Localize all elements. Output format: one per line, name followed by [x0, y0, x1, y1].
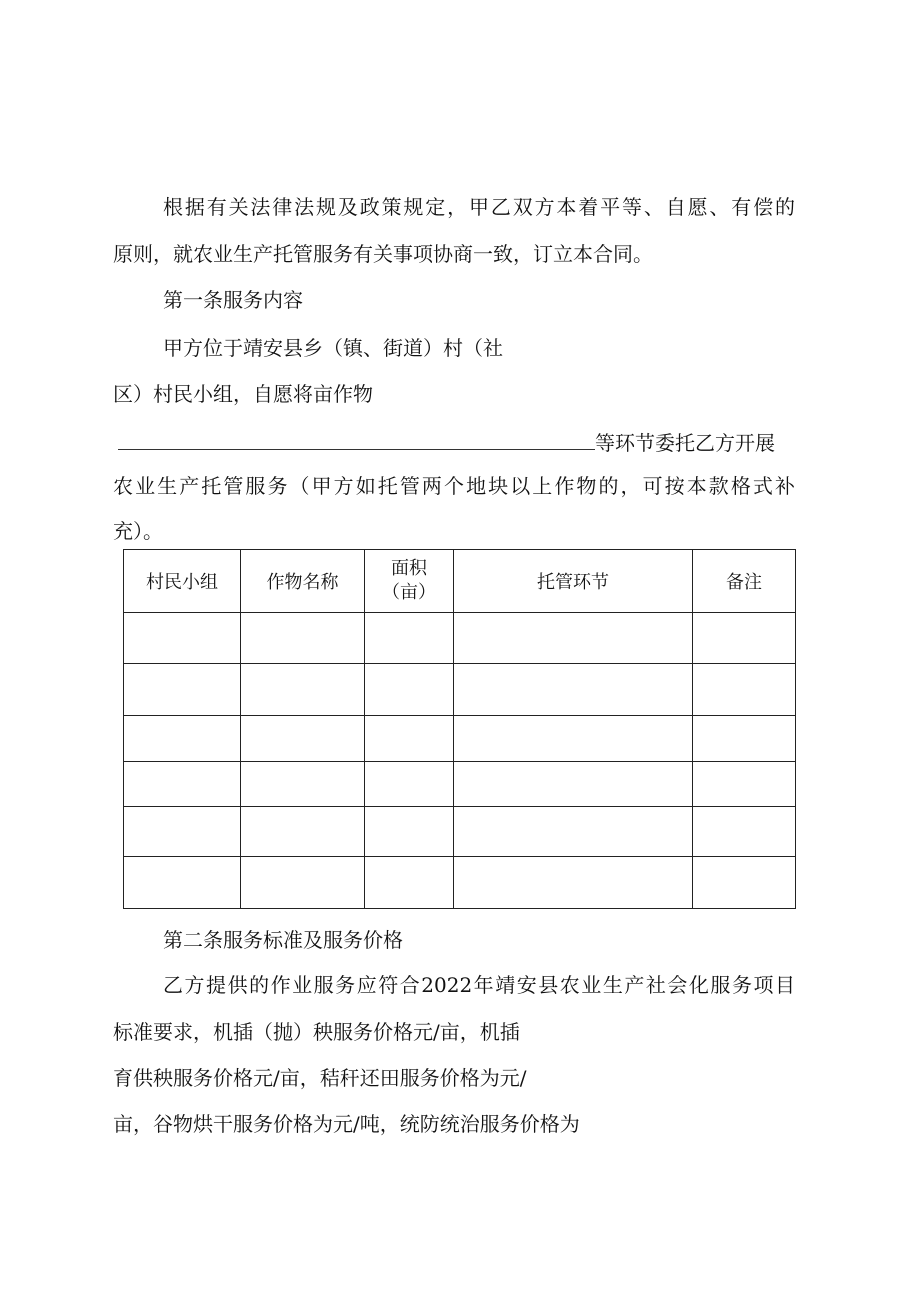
table-cell: [693, 807, 796, 857]
table-cell: [241, 807, 365, 857]
table-cell: [124, 857, 241, 909]
table-cell: [241, 664, 365, 716]
article-1-line-4: 农业生产托管服务（甲方如托管两个地块以上作物的，可按本款格式补: [113, 474, 795, 498]
table-cell: [693, 857, 796, 909]
table-cell: [454, 664, 693, 716]
fill-in-blank: [118, 427, 595, 450]
header-crop-name: 作物名称: [241, 550, 365, 613]
table-cell: [454, 807, 693, 857]
table-cell: [241, 762, 365, 807]
table-cell: [693, 716, 796, 762]
table-cell: [454, 716, 693, 762]
table-cell: [365, 807, 454, 857]
table-cell: [693, 664, 796, 716]
table-row: [124, 716, 796, 762]
table-row: [124, 613, 796, 664]
table-cell: [365, 857, 454, 909]
article-1-line-2: 区）村民小组，自愿将亩作物: [113, 382, 373, 406]
article-1-line-3-suffix: 等环节委托乙方开展: [595, 431, 775, 455]
article-1-line-5: 充）。: [113, 519, 163, 543]
table-cell: [693, 762, 796, 807]
table-cell: [365, 613, 454, 664]
table-cell: [365, 716, 454, 762]
article-2-heading: 第二条服务标准及服务价格: [163, 928, 403, 952]
table-cell: [454, 857, 693, 909]
table-cell: [124, 664, 241, 716]
header-area-unit: （亩）: [382, 582, 436, 603]
table-cell: [124, 762, 241, 807]
article-1-line-3: [118, 427, 775, 457]
table-row: [124, 664, 796, 716]
table-row: [124, 807, 796, 857]
article-1-heading: 第一条服务内容: [163, 288, 303, 312]
paragraph-1-line-1: 根据有关法律法规及政策规定，甲乙双方本着平等、自愿、有偿的: [163, 195, 795, 219]
article-2-line-1: 乙方提供的作业服务应符合2022年靖安县农业生产社会化服务项目: [163, 973, 795, 997]
table-cell: [124, 613, 241, 664]
article-1-line-1: 甲方位于靖安县乡（镇、街道）村（社: [163, 336, 503, 360]
paragraph-1-line-2: 原则，就农业生产托管服务有关事项协商一致，订立本合同。: [113, 242, 653, 266]
table-cell: [124, 807, 241, 857]
header-managed-stages: 托管环节: [454, 550, 693, 613]
table-row: [124, 762, 796, 807]
table-cell: [241, 716, 365, 762]
table-cell: [693, 613, 796, 664]
header-area: [365, 550, 454, 613]
table-cell: [241, 613, 365, 664]
table-row: [124, 857, 796, 909]
table-header-row: [124, 550, 796, 613]
article-2-line-2: 标准要求，机插（抛）秧服务价格元/亩，机插: [113, 1020, 520, 1044]
table-cell: [365, 762, 454, 807]
header-remarks: 备注: [693, 550, 796, 613]
table-cell: [454, 613, 693, 664]
article-2-line-4: 亩，谷物烘干服务价格为元/吨，统防统治服务价格为: [113, 1112, 580, 1136]
header-village-group: 村民小组: [124, 550, 241, 613]
table-cell: [124, 716, 241, 762]
entrustment-table: [123, 549, 796, 909]
table-cell: [241, 857, 365, 909]
article-2-line-3: 育供秧服务价格元/亩，秸秆还田服务价格为元/: [113, 1066, 527, 1090]
header-area-label: 面积: [391, 558, 427, 579]
table-cell: [454, 762, 693, 807]
table-cell: [365, 664, 454, 716]
